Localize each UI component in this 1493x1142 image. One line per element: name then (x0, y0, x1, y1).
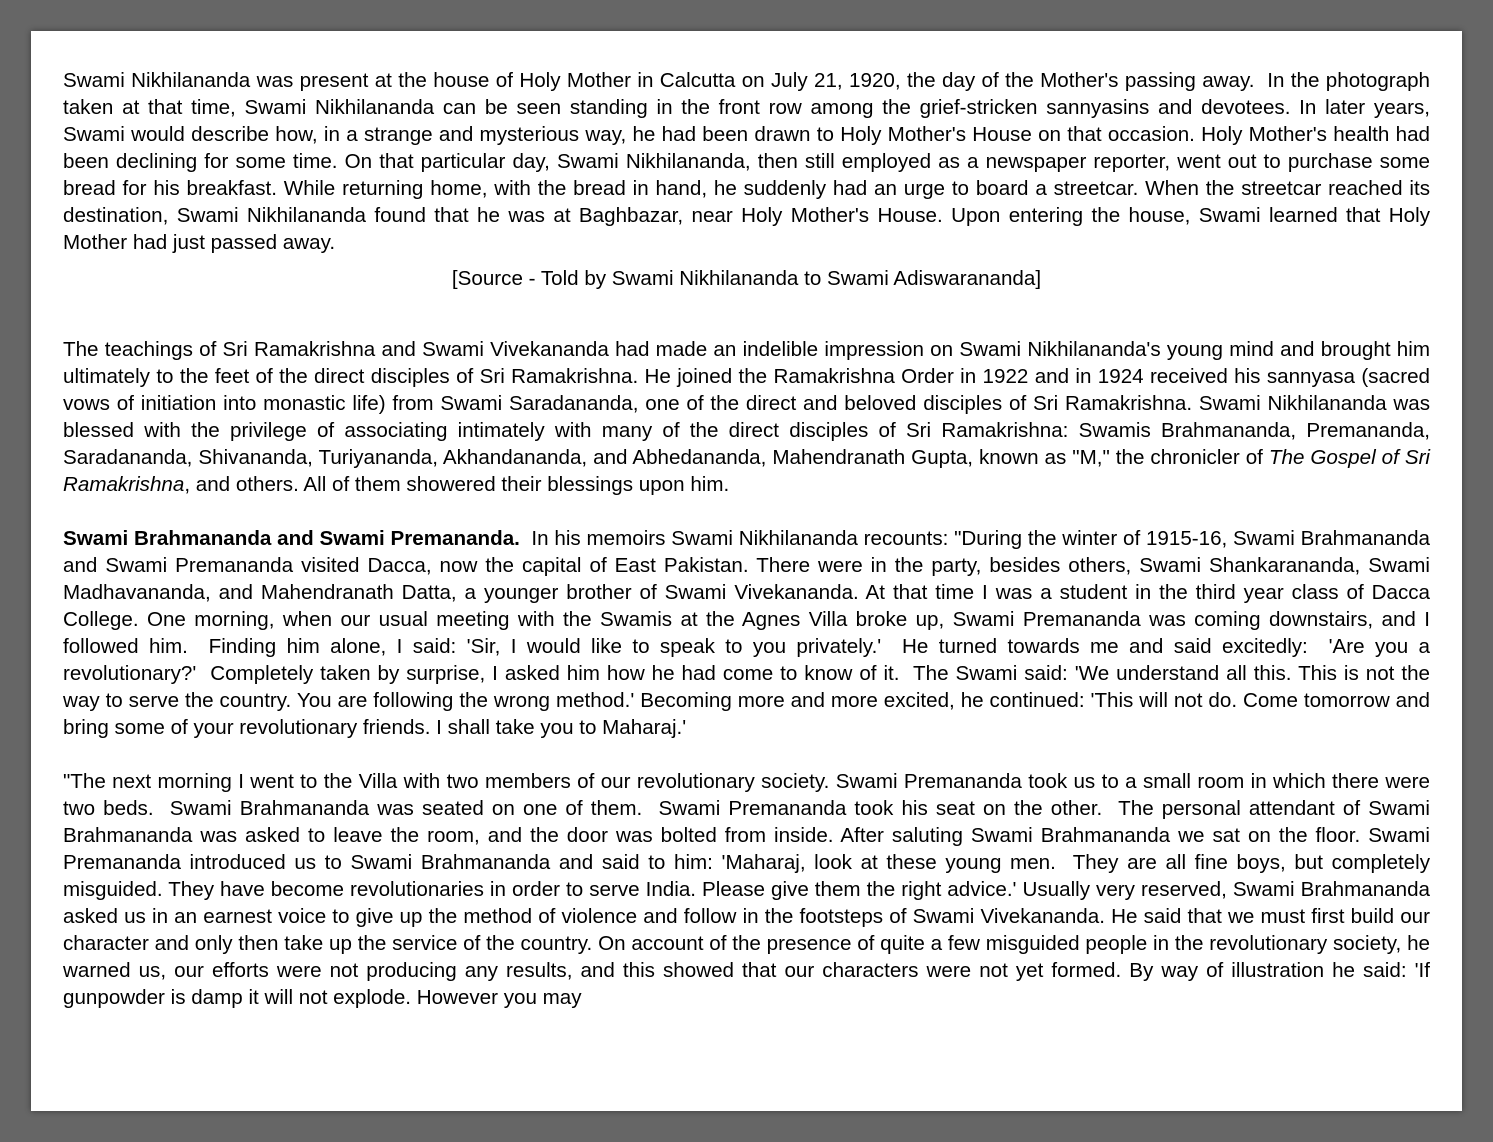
paragraph-passing-away: Swami Nikhilananda was present at the house of Holy Mother in Calcutta on July 21, 1920, the day of the Mother's passing away. In the photograph taken at that time, Swami Nikhilananda can be seen standing in the front row among the grief-stricken sannyasins and devotees. In later years, Swami would describe how, in a strange and mysterious way, he had been drawn to Holy Mother's House on that occasion. Holy Mother's health had been declining for some time. On that particular day, Swami Nikhilananda, then still employed as a newspaper reporter, went out to purchase some bread for his breakfast. While returning home, with the bread in hand, he suddenly had an urge to board a streetcar. When the streetcar reached its destination, Swami Nikhilananda found that he was at Baghbazar, near Holy Mother's House. Upon entering the house, Swami learned that Holy Mother had just passed away. (63, 69, 1436, 254)
section-heading: Swami Brahmananda and Swami Premananda. (63, 527, 520, 550)
book-title-gospel: The Gospel of Sri Ramakrishna (63, 446, 1436, 496)
paragraph-teachings (63, 336, 1436, 498)
document-page (31, 31, 1462, 1111)
paragraph-brahmananda-premananda (63, 525, 1436, 741)
paragraph-next-morning: "The next morning I went to the Villa with two members of our revolutionary society. Swami Premananda took us to a small room in which there were two beds. Swami Brahmananda was seated on one of them. Swami Premananda took his seat on the other. The personal attendant of Swami Brahmananda was asked to leave the room, and the door was bolted from inside. After saluting Swami Brahmananda we sat on the floor. Swami Premananda introduced us to Swami Brahmananda and said to him: 'Maharaj, look at these young men. They are all fine boys, but completely misguided. They have become revolutionaries in order to serve India. Please give them the right advice.' Usually very reserved, Swami Brahmananda asked us in an earnest voice to give up the method of violence and follow in the footsteps of Swami Vivekananda. He said that we must first build our character and only then take up the service of the country. On account of the presence of quite a few misguided people in the revolutionary society, he warned us, our efforts were not producing any results, and this showed that our characters were not yet formed. By way of illustration he said: 'If gunpowder is damp it will not explode. However you may (63, 770, 1436, 1009)
source-citation: [Source - Told by Swami Nikhilananda to Swami Adiswarananda] (451, 267, 1042, 290)
paragraph-teachings-end: , and others. All of them showered their blessings upon him. (184, 473, 730, 496)
paragraph-memoirs-text: In his memoirs Swami Nikhilananda recounts: "During the winter of 1915-16, Swami Brahmananda and Swami Premananda visited Dacca, now the capital of East Pakistan. There were in the party, besides others, Swami Shankarananda, Swami Madhavananda, and Mahendranath Datta, a younger brother of Swami Vivekananda. At that time I was a student in the third year class of Dacca College. One morning, when our usual meeting with the Swamis at the Agnes Villa broke up, Swami Premananda was coming downstairs, and I followed him. Finding him alone, I said: 'Sir, I would like to speak to you privately.' He turned towards me and said excitedly: 'Are you a revolutionary?' Completely taken by surprise, I asked him how he had come to know of it. The Swami said: 'We understand all this. This is not the way to serve the country. You are following the wrong method.' Becoming more and more excited, he continued: 'This will not do. Come tomorrow and bring some of your revolutionary friends. I shall take you to Maharaj.' (63, 527, 1436, 739)
paragraph-teachings-text: The teachings of Sri Ramakrishna and Swami Vivekananda had made an indelible impression on Swami Nikhilananda's young mind and brought him ultimately to the feet of the direct disciples of Sri Ramakrishna. He joined the Ramakrishna Order in 1922 and in 1924 received his sannyasa (sacred vows of initiation into monastic life) from Swami Saradananda, one of the direct and beloved disciples of Sri Ramakrishna. Swami Nikhilananda was blessed with the privilege of associating intimately with many of the direct disciples of Sri Ramakrishna: Swamis Brahmananda, Premananda, Saradananda, Shivananda, Turiyananda, Akhandananda, and Abhedananda, Mahendranath Gupta, known as "M," the chronicler of (63, 338, 1436, 469)
